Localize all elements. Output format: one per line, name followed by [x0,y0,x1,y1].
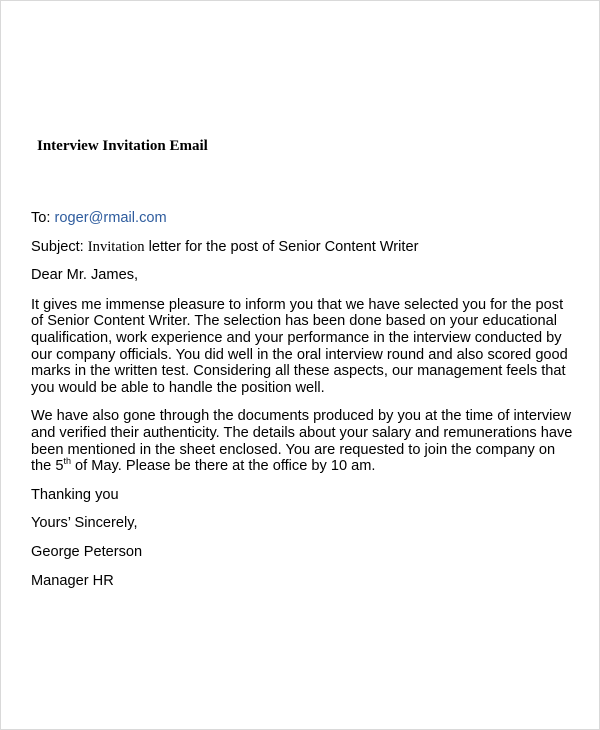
paragraph-selection: It gives me immense pleasure to inform you that we have selected you for the post of Senior Content Writer. The selection has been done based on your educational qualification, work experience and your performance in the interview conducted by our company officials. You did well in the oral interview round and also scored good marks in the written test. Considering all these aspects, our management feels that you would be able to handle the position well. [31,296,568,396]
ordinal-suffix: th [63,456,71,467]
sender-title: Manager HR [31,572,114,589]
subject-line [31,239,576,256]
subject-word: Invitation [87,238,145,255]
to-label: To: [31,210,55,226]
subject-label: Subject: [31,238,88,255]
email-body [31,210,576,601]
greeting: Dear Mr. James, [31,267,139,284]
paragraph-joining-start: We have also gone through the documents produced by you at the time of interview and verified their authenticity. The details about your salary and remunerations have been mentioned in the sheet enclosed. You are requested to join the company on the 5 [31,408,573,475]
sign-off: Yours’ Sincerely, [31,515,138,532]
document-title: Interview Invitation Email [37,138,208,154]
subject-text: letter for the post of Senior Content Writer [144,238,419,255]
to-line [31,210,576,227]
paragraph-joining [31,408,576,474]
recipient-email-link[interactable]: roger@rmail.com [54,210,167,226]
paragraph-joining-end: of May. Please be there at the office by 10 am. [70,458,376,475]
sender-name: George Peterson [31,543,143,560]
thanks-line: Thanking you [31,486,119,503]
